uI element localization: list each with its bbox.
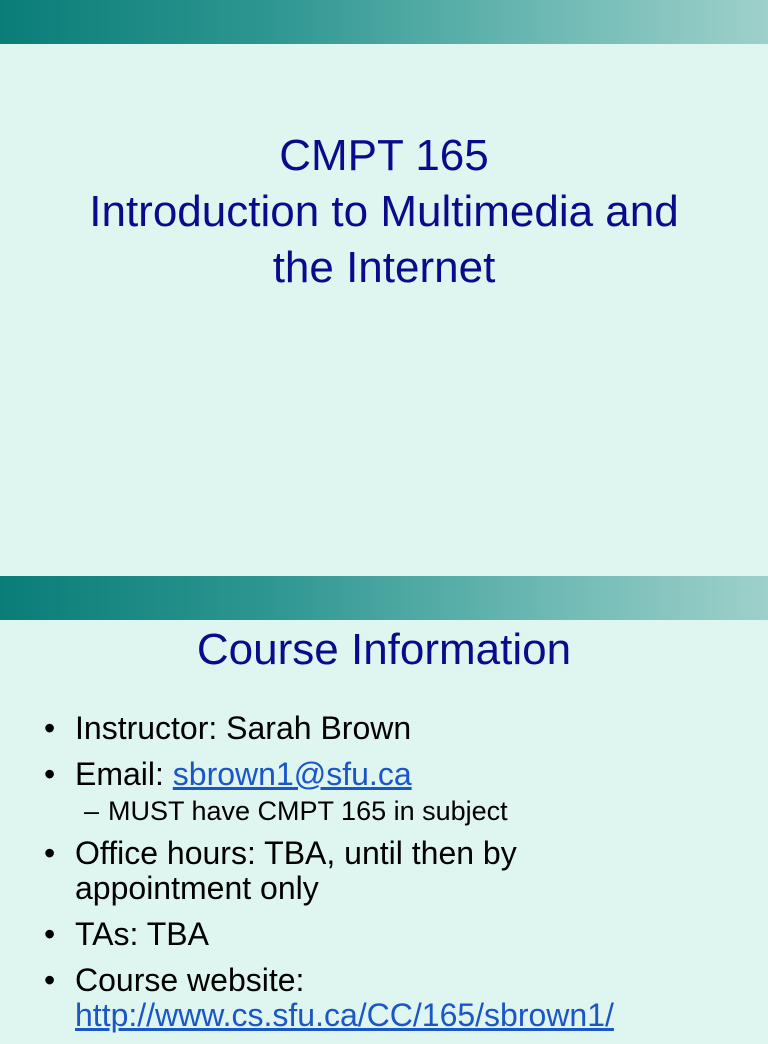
header-band [0, 576, 768, 620]
office-hours-line1: Office hours: TBA, until then by [75, 835, 517, 871]
list-item-tas [0, 917, 768, 952]
bullet-icon: • [44, 835, 56, 871]
list-item-website [0, 963, 768, 1033]
website-label: Course website: [75, 962, 305, 998]
website-link[interactable]: http://www.cs.sfu.ca/CC/165/sbrown1/ [75, 997, 614, 1033]
list-item-instructor [0, 711, 768, 746]
sub-item-subject-rule [0, 796, 768, 827]
course-info-list [0, 711, 768, 1044]
bullet-icon: • [44, 916, 56, 952]
email-link[interactable]: sbrown1@sfu.ca [172, 756, 412, 792]
slide-title [0, 128, 768, 296]
list-item-email [0, 757, 768, 792]
tas-text: TAs: TBA [75, 916, 209, 952]
bullet-icon: • [44, 962, 56, 998]
list-item-office-hours [0, 836, 768, 906]
slide-heading: Course Information [196, 625, 572, 674]
bullet-icon: • [44, 710, 56, 746]
title-line-course-code: CMPT 165 [279, 131, 489, 180]
subject-rule-text: MUST have CMPT 165 in subject [108, 796, 508, 826]
bullet-icon: • [44, 756, 56, 792]
dash-icon: – [84, 796, 100, 826]
email-label: Email: [75, 756, 173, 792]
title-line-course-name-cont: the Internet [272, 243, 496, 292]
header-band [0, 0, 768, 44]
office-hours-line2: appointment only [75, 870, 319, 906]
title-line-course-name: Introduction to Multimedia and [89, 187, 679, 236]
instructor-text: Instructor: Sarah Brown [75, 710, 412, 746]
